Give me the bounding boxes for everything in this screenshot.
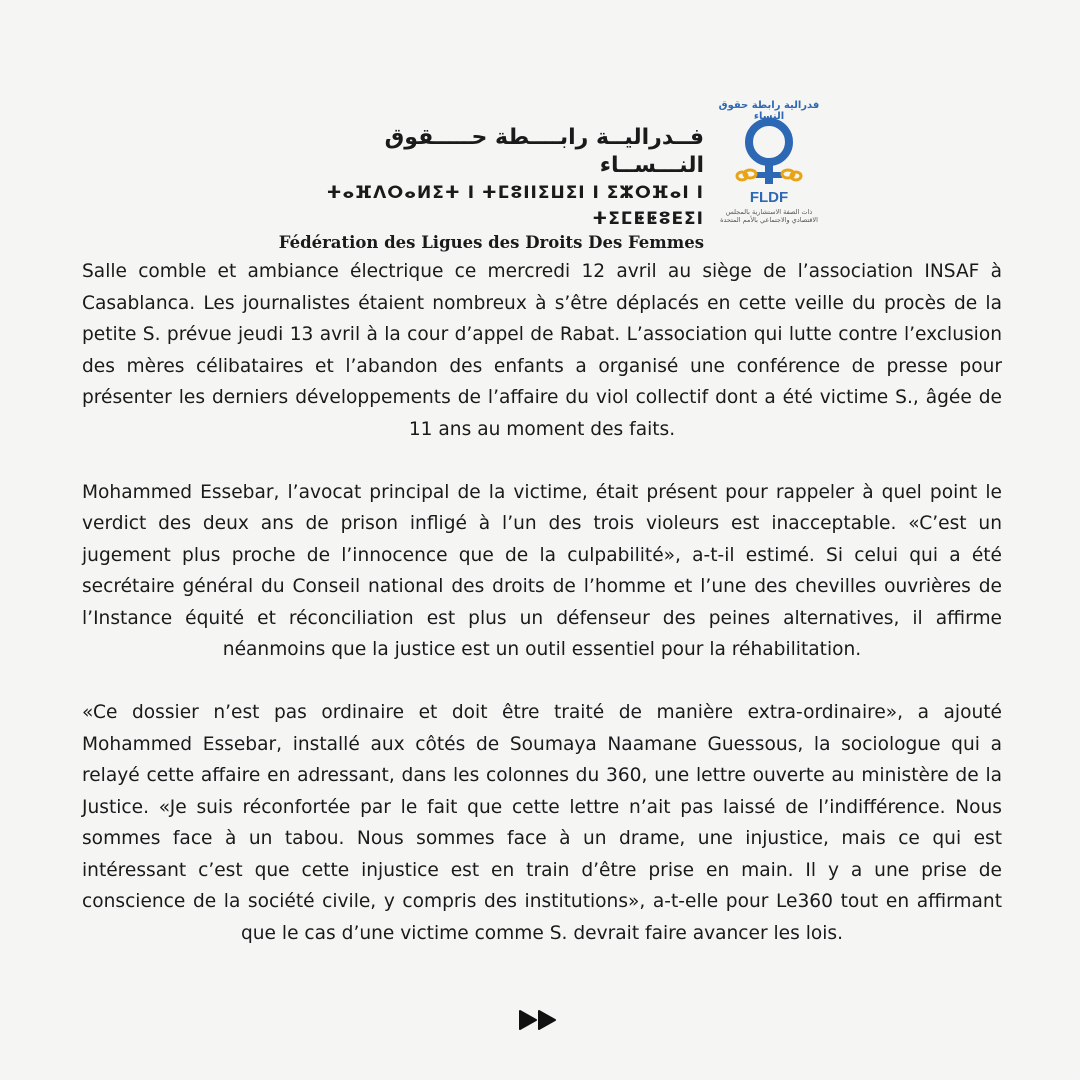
logo-arc-text: فدرالية رابطة حقوق النساء: [718, 100, 820, 122]
logo-acronym: FLDF: [749, 189, 789, 206]
org-name-arabic: فــدراليــة رابــــطة حـــــقوق النـــســاء: [384, 125, 704, 178]
article-paragraph-2: Mohammed Essebar, l’avocat principal de la victime, était présent pour rappeler à quel point le verdict des deux ans de prison infligé à l’un des trois violeurs est inacceptable. «C’est un jugement plus proche de l’innocence que de la culpabilité», a-t-il estimé. Si celui qui a été secrétaire général du Conseil national des droits de l’homme et l’une des chevilles ouvrières de l’Instance équité et réconciliation est plus un défenseur des peines alternatives, il affirme néanmoins que la justice est un outil essentiel pour la réhabilitation.: [82, 481, 1002, 660]
article-paragraph-3: «Ce dossier n’est pas ordinaire et doit être traité de manière extra-ordinaire», a ajouté Mohammed Essebar, installé aux côtés de Soumaya Naamane Guessous, la sociologue qui a relayé cette affaire en adressant, dans les colonnes du 360, une lettre ouverte au ministère de la Justice. «Je suis réconfortée par le fait que cette lettre n’ait pas laissé de l’indifférence. Nous sommes face à un tabou. Nous sommes face à un drame, une injustice, mais ce qui est intéressant c’est que cette injustice est en train d’être prise en main. Il y a une prise de conscience de la société civile, y compris des institutions», a-t-elle pour Le360 tout en affirmant que le cas d’une victime comme S. devrait faire avancer les lois.: [82, 702, 1002, 944]
org-name-tifinagh: ⵜⴰⴼⴷⵔⴰⵍⵉⵜ ⵏ ⵜⵎⵓⵏⵏⵉⵡⵉⵏ ⵏ ⵉⵣⵔⴼⴰⵏ ⵏ ⵜⵉⵎⵟⵟⵓⴹⵉⵏ: [326, 183, 704, 229]
logo-subtitle: ذات الصفة الاستشارية بالمجلس الاقتصادي والاجتماعي بالأمم المتحدة: [720, 208, 818, 224]
fast-forward-icon[interactable]: [519, 1010, 559, 1030]
organization-name-block: [276, 124, 704, 254]
header: [276, 100, 820, 252]
org-name-french: Fédération des Ligues des Droits Des Femmes: [278, 233, 704, 252]
fldf-logo: [714, 100, 824, 230]
article-paragraph-1: Salle comble et ambiance électrique ce mercredi 12 avril au siège de l’association INSAF à Casablanca. Les journalistes étaient nombreux à s’être déplacés en cette veille du procès de la petite S. prévue jeudi 13 avril à la cour d’appel de Rabat. L’association qui lutte contre l’exclusion des mères célibataires et l’abandon des enfants a organisé une conférence de presse pour présenter les derniers développements de l’affaire du viol collectif dont a été victime S., âgée de 11 ans au moment des faits.: [82, 261, 1002, 440]
article-body: [82, 256, 1002, 981]
